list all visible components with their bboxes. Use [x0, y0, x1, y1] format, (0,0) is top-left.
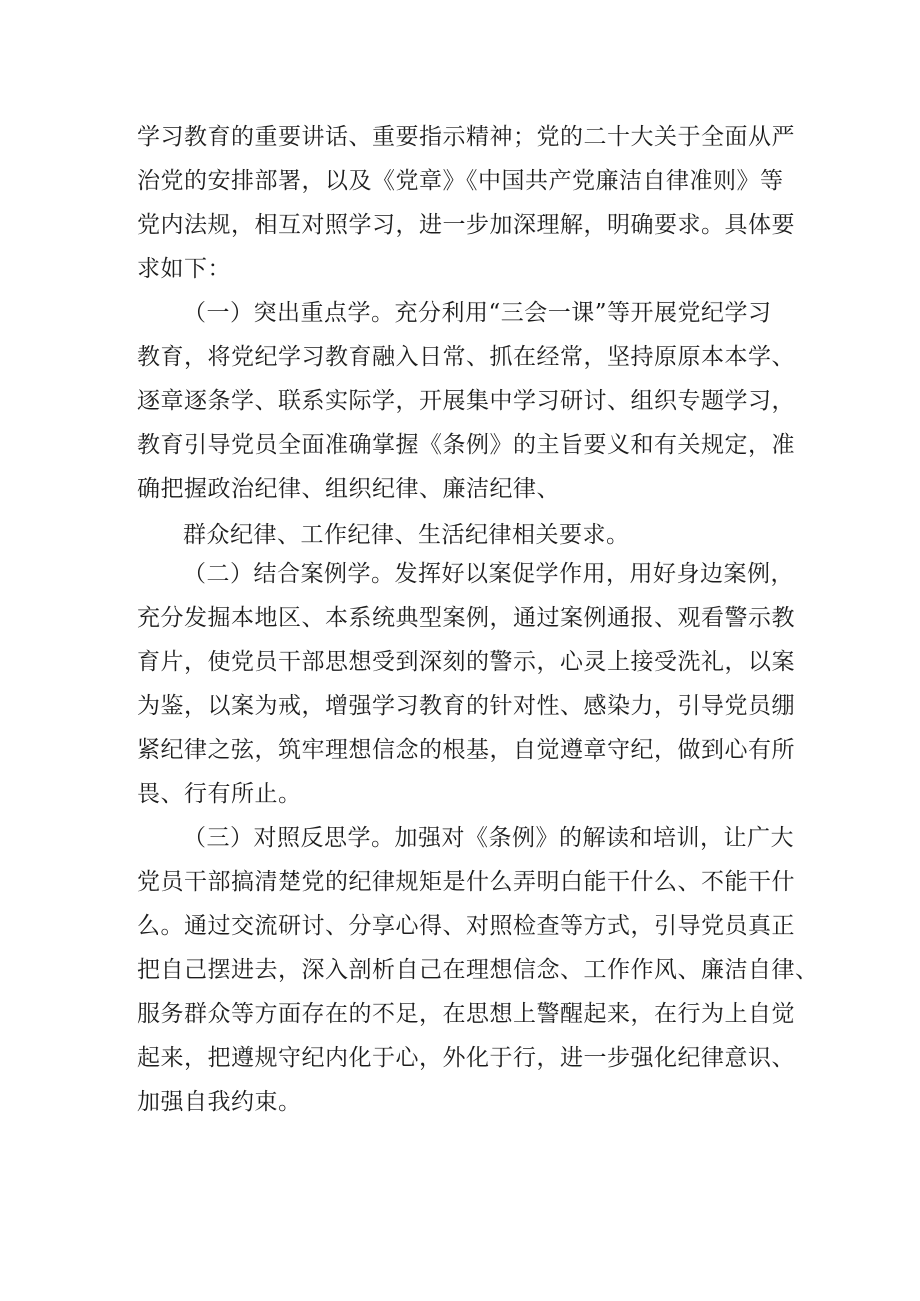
text-line: 么。通过交流研讨、分享心得、对照检查等方式，引导党员真正 [137, 913, 795, 939]
text-line: 逐章逐条学、联系实际学，开展集中学习研讨、组织专题学习， [137, 388, 795, 414]
text-line: 起来，把遵规守纪内化于心，外化于行，进一步强化纪律意识、 [137, 1045, 795, 1071]
text-line: 服务群众等方面存在的不足，在思想上警醒起来，在行为上自觉 [137, 1001, 795, 1027]
text-line: 为鉴，以案为戒，增强学习教育的针对性、感染力，引导党员绷 [137, 693, 795, 719]
text-line: 紧纪律之弦，筑牢理想信念的根基，自觉遵章守纪，做到心有所 [137, 737, 795, 763]
text-line: 确把握政治纪律、组织纪律、廉洁纪律、 [137, 476, 560, 502]
text-line: 加强自我约束。 [137, 1089, 302, 1115]
text-line: 把自己摆进去，深入剖析自己在理想信念、工作作风、廉洁自律、 [137, 957, 819, 983]
text-line: 求如下： [137, 256, 231, 282]
text-line: 群众纪律、工作纪律、生活纪律相关要求。 [183, 522, 630, 548]
text-line: 教育引导党员全面准确掌握《条例》的主旨要义和有关规定，准 [137, 432, 795, 458]
text-line: 充分发掘本地区、本系统典型案例，通过案例通报、观看警示教 [137, 605, 795, 631]
text-line: 党员干部搞清楚党的纪律规矩是什么弄明白能干什么、不能干什 [137, 869, 795, 895]
text-line: 育片，使党员干部思想受到深刻的警示，心灵上接受洗礼，以案 [137, 649, 795, 675]
text-line: 治党的安排部署，以及《党章》《中国共产党廉洁自律准则》等 [137, 168, 784, 194]
text-line: 学习教育的重要讲话、重要指示精神；党的二十大关于全面从严 [137, 124, 795, 150]
text-line: （二）结合案例学。发挥好以案促学作用，用好身边案例， [183, 561, 794, 587]
text-line: 教育，将党纪学习教育融入日常、抓在经常，坚持原原本本学、 [137, 344, 795, 370]
text-line: 畏、行有所止。 [137, 781, 302, 807]
text-line: （一）突出重点学。充分利用“三会一课”等开展党纪学习 [183, 300, 772, 326]
text-line: （三）对照反思学。加强对《条例》的解读和培训，让广大 [183, 825, 794, 851]
text-line: 党内法规，相互对照学习，进一步加深理解，明确要求。具体要 [137, 212, 795, 238]
